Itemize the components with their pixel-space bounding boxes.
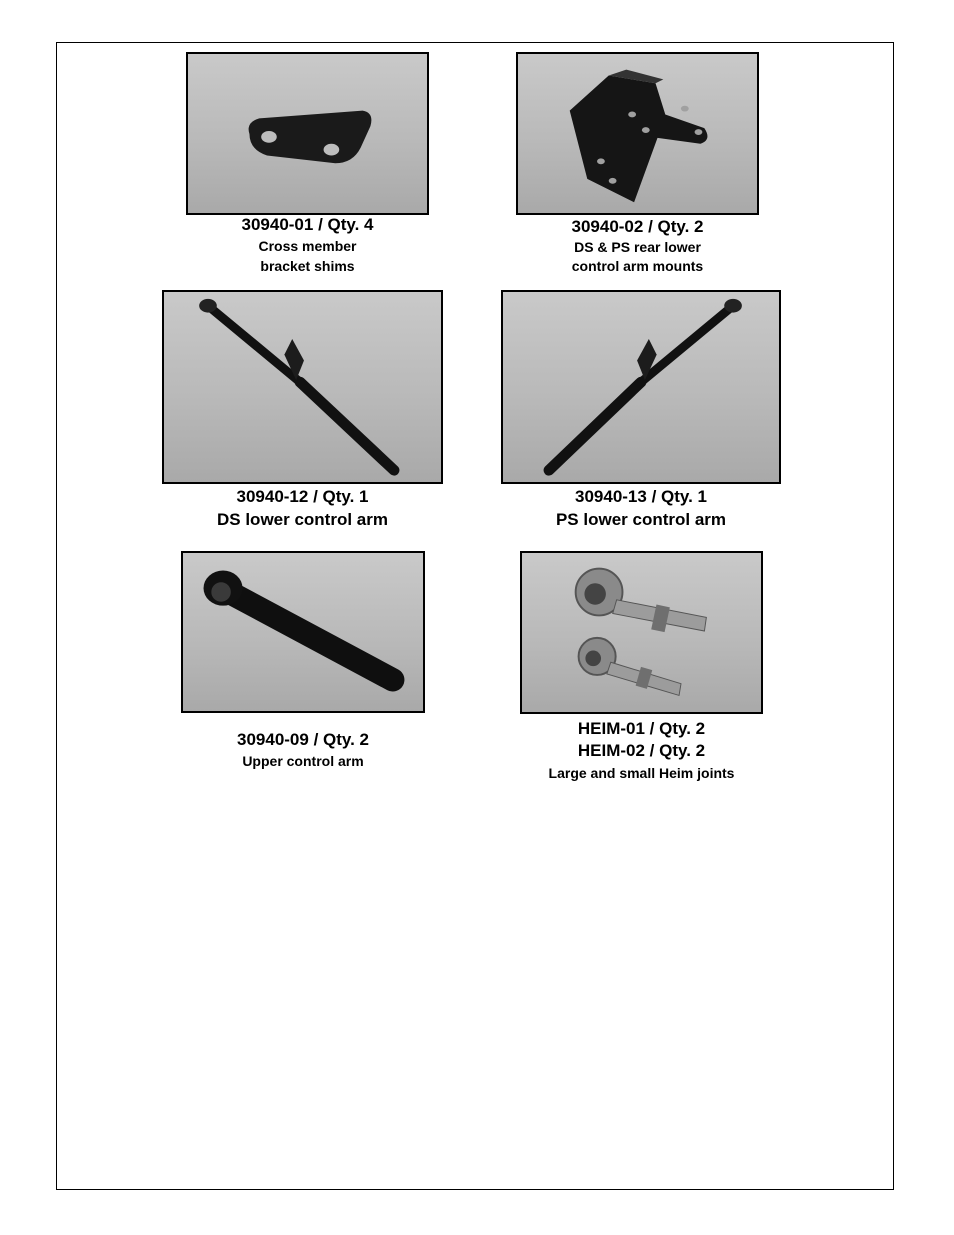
- part-description-line: control arm mounts: [571, 258, 704, 274]
- part-description-line: PS lower control arm: [555, 510, 727, 529]
- part-description-line: DS lower control arm: [217, 510, 388, 529]
- part-description-line: Upper control arm: [242, 753, 364, 769]
- part-description-line: Large and small Heim joints: [548, 765, 735, 781]
- caption-30940-02: [516, 216, 759, 276]
- caption-30940-01: [186, 214, 429, 276]
- part-description-line: DS & PS rear lower: [574, 239, 701, 255]
- upper-control-arm-photo: [181, 551, 425, 713]
- part-number: 30940-02 / Qty. 2: [571, 217, 704, 236]
- bracket-shim-photo: [186, 52, 429, 215]
- part-description-line: bracket shims: [260, 258, 355, 274]
- caption-30940-13: [501, 486, 781, 531]
- part-number: HEIM-01 / Qty. 2: [577, 719, 706, 738]
- caption-30940-09: [181, 729, 425, 771]
- caption-30940-12: [162, 486, 443, 531]
- part-number: 30940-13 / Qty. 1: [575, 487, 707, 506]
- heim-joints-photo: [520, 551, 763, 714]
- part-number-2: HEIM-02 / Qty. 2: [577, 741, 706, 760]
- part-number: 30940-09 / Qty. 2: [237, 730, 369, 749]
- ps-lower-control-arm-photo: [501, 290, 781, 484]
- part-description-line: Cross member: [258, 238, 357, 254]
- part-number: 30940-01 / Qty. 4: [241, 215, 374, 234]
- caption-heim: [520, 718, 763, 784]
- part-number: 30940-12 / Qty. 1: [236, 487, 369, 506]
- control-arm-mount-photo: [516, 52, 759, 215]
- ds-lower-control-arm-photo: [162, 290, 443, 484]
